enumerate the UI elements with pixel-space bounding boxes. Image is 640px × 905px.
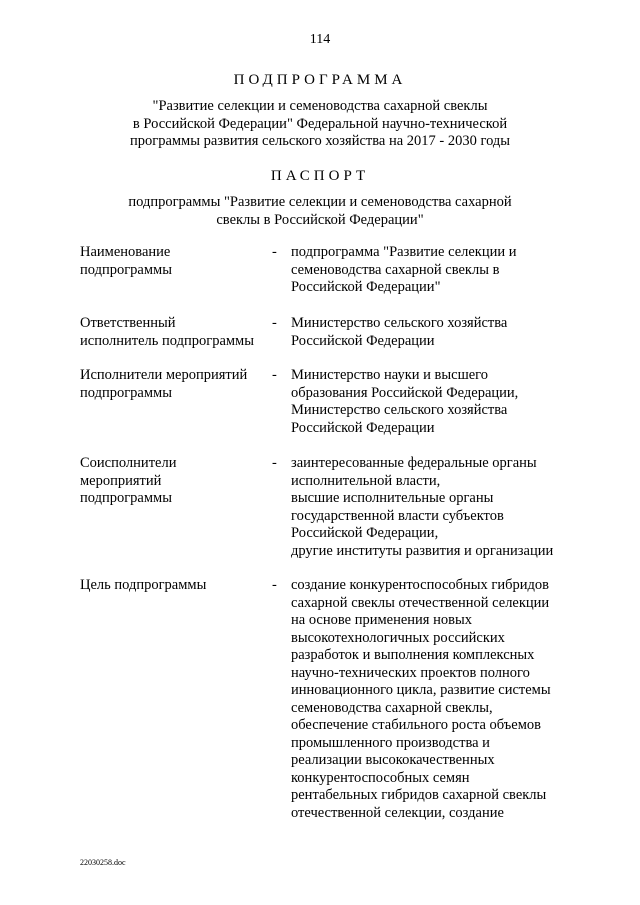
row-value-line: Министерство сельского хозяйства <box>291 402 508 418</box>
subprogram-title-line: "Развитие селекции и семеноводства сахарной свеклы <box>152 98 488 114</box>
passport-heading: ПАСПОРТ <box>270 168 370 184</box>
subprogram-heading: ПОДПРОГРАММА <box>233 72 407 88</box>
row-label <box>80 455 265 508</box>
row-value-line: образования Российской Федерации, <box>291 384 519 401</box>
row-value-line: высокотехнологичных российских <box>291 629 505 646</box>
row-value-line: создание конкурентоспособных гибридов <box>291 577 549 593</box>
row-value-line: семеноводства сахарной свеклы в <box>291 261 500 278</box>
row-label <box>80 315 265 350</box>
row-label-line: подпрограммы <box>80 261 172 278</box>
subprogram-title-line: в Российской Федерации" Федеральной научно-технической <box>132 115 508 132</box>
row-value-line: заинтересованные федеральные органы <box>291 455 537 471</box>
row-value-line: Министерство сельского хозяйства <box>291 315 508 331</box>
row-dash: - <box>272 315 277 331</box>
row-label <box>80 577 265 595</box>
passport-subtitle-line: свеклы в Российской Федерации" <box>216 211 424 228</box>
row-value-line: реализации высококачественных <box>291 752 495 768</box>
row-label-line: Цель подпрограммы <box>80 577 207 593</box>
row-value-line: рентабельных гибридов сахарной свеклы <box>291 787 547 803</box>
row-dash: - <box>272 455 277 471</box>
row-label-line: Исполнители мероприятий <box>80 367 248 383</box>
subprogram-title-line: программы развития сельского хозяйства на 2017 - 2030 годы <box>129 133 511 149</box>
row-dash: - <box>272 577 277 593</box>
row-value-line: Российской Федерации <box>291 332 435 349</box>
row-value <box>291 315 591 350</box>
row-value <box>291 244 591 297</box>
row-label <box>80 367 265 402</box>
row-value-line: отечественной селекции, создание <box>291 804 504 821</box>
row-value-line: государственной власти субъектов <box>291 507 504 524</box>
row-value-line: Министерство науки и высшего <box>291 367 489 383</box>
row-value-line: сахарной свеклы отечественной селекции <box>291 594 550 611</box>
row-value <box>291 367 591 437</box>
row-value-line: Российской Федерации <box>291 419 435 436</box>
row-value-line: Российской Федерации" <box>291 279 441 295</box>
row-dash: - <box>272 367 277 383</box>
row-value-line: другие институты развития и организации <box>291 542 554 559</box>
row-value-line: обеспечение стабильного роста объемов <box>291 717 541 733</box>
subprogram-title <box>0 98 640 151</box>
row-value-line: научно-технических проектов полного <box>291 664 530 681</box>
row-label <box>80 244 265 279</box>
row-label-line: мероприятий <box>80 472 162 489</box>
row-value-line: семеноводства сахарной свеклы, <box>291 699 493 716</box>
row-label-line: Наименование <box>80 244 171 260</box>
row-value-line: промышленного производства и <box>291 734 490 751</box>
row-value-line: конкурентоспособных семян <box>291 769 470 786</box>
row-label-line: Ответственный <box>80 315 176 331</box>
passport-subtitle <box>0 194 640 229</box>
row-label-line: Соисполнители <box>80 455 177 471</box>
row-value-line: исполнительной власти, <box>291 472 441 489</box>
page-number: 114 <box>309 32 331 47</box>
row-label-line: исполнитель подпрограммы <box>80 332 254 349</box>
row-label-line: подпрограммы <box>80 384 172 401</box>
row-value-line: разработок и выполнения комплексных <box>291 647 535 663</box>
row-value-line: инновационного цикла, развитие системы <box>291 682 551 698</box>
row-value <box>291 577 591 822</box>
row-label-line: подпрограммы <box>80 490 172 506</box>
row-dash: - <box>272 244 277 260</box>
row-value-line: Российской Федерации, <box>291 525 439 541</box>
row-value-line: подпрограмма "Развитие селекции и <box>291 244 517 260</box>
row-value-line: высшие исполнительные органы <box>291 490 494 506</box>
row-value <box>291 455 591 560</box>
footer-doc-code: 22030258.doc <box>80 858 126 867</box>
row-value-line: на основе применения новых <box>291 612 472 628</box>
passport-subtitle-line: подпрограммы "Развитие селекции и семеноводства сахарной <box>128 194 512 210</box>
